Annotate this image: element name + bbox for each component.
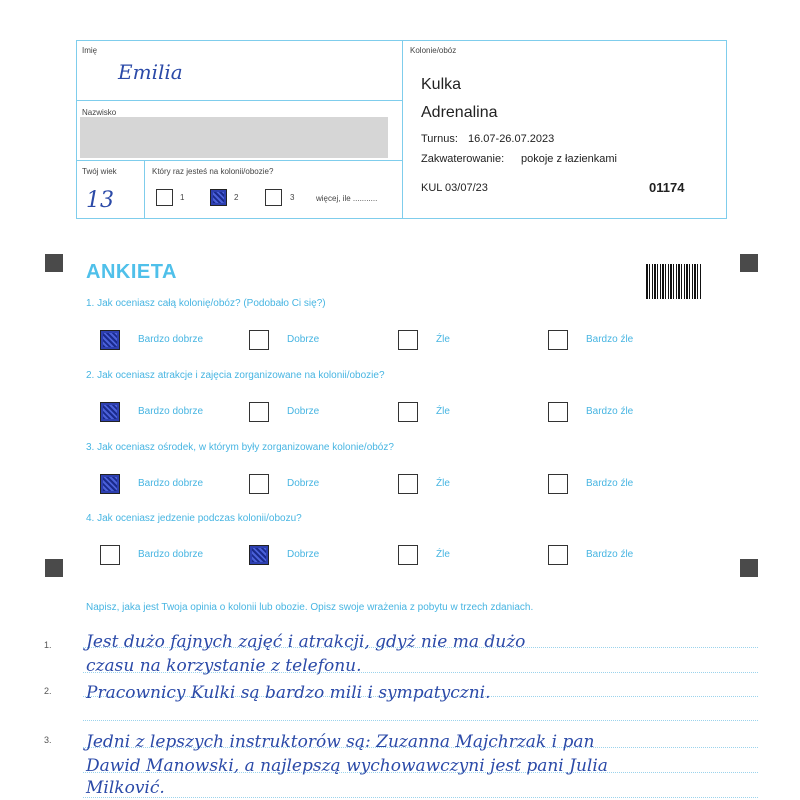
age-label: Twój wiek [82,167,117,176]
header-divider-age [144,160,145,219]
question-3-checkbox-2[interactable] [249,474,269,494]
question-4-option-label: Źle [436,549,450,560]
camp-program: Adrenalina [421,104,498,121]
accommodation-label: Zakwaterowanie: [421,153,505,165]
question-4: 4. Jak oceniasz jedzenie podczas kolonii/obozu? [86,513,302,524]
answer-3-line-2[interactable]: Dawid Manowski, a najlepszą wychowawczyni jest pani Julia [86,756,608,776]
question-4-checkbox-1[interactable] [100,545,120,565]
question-2-checkbox-2[interactable] [249,402,269,422]
question-2-option-label: Bardzo źle [586,406,634,417]
answer-3-line-3[interactable]: Milković. [86,778,165,798]
answer-number: 2. [44,686,52,696]
question-4-checkbox-2[interactable] [249,545,269,565]
question-1-option-label: Źle [436,334,450,345]
registration-mark-bottom-left [45,559,63,577]
header-divider-name [76,100,402,101]
question-2-option-label: Bardzo dobrze [138,406,204,417]
turnus-value: 16.07-26.07.2023 [468,133,555,145]
question-4-checkbox-4[interactable] [548,545,568,565]
question-2-option-label: Źle [436,406,450,417]
times-checkbox-2[interactable] [210,189,227,206]
times-checkbox-1[interactable] [156,189,173,206]
question-3-option-label: Źle [436,478,450,489]
times-option-3: 3 [290,193,295,202]
answer-number: 3. [44,735,52,745]
question-3-option-label: Bardzo źle [586,478,634,489]
form-number: 01174 [649,180,685,195]
times-label: Który raz jesteś na kolonii/obozie? [152,167,274,176]
survey-title: ANKIETA [86,261,177,283]
question-1: 1. Jak oceniasz całą kolonię/obóz? (Podobało Ci się?) [86,298,326,309]
form-code: KUL 03/07/23 [421,182,488,194]
camp-label: Kolonie/obóz [410,46,457,55]
question-3-checkbox-4[interactable] [548,474,568,494]
question-1-checkbox-3[interactable] [398,330,418,350]
camp-name: Kulka [421,76,462,93]
answer-1-line-1[interactable]: Jest dużo fajnych zajęć i atrakcji, gdyż nie ma dużo [86,632,526,652]
answer-ruled-line [83,720,758,721]
question-4-option-label: Dobrze [287,549,320,560]
name-label: Imię [82,46,98,55]
answer-3-line-1[interactable]: Jedni z lepszych instruktorów są: Zuzanna Majchrzak i pan [86,732,595,752]
header-divider-surname [76,160,402,161]
question-2: 2. Jak oceniasz atrakcje i zajęcia zorganizowane na kolonii/obozie? [86,370,385,381]
answer-ruled-line [83,797,758,798]
question-2-checkbox-1[interactable] [100,402,120,422]
question-1-checkbox-1[interactable] [100,330,120,350]
question-3: 3. Jak oceniasz ośrodek, w którym były zorganizowane kolonie/obóz? [86,442,394,453]
surname-label: Nazwisko [82,108,117,117]
question-1-checkbox-2[interactable] [249,330,269,350]
question-1-option-label: Bardzo dobrze [138,334,204,345]
accommodation-value: pokoje z łazienkami [521,153,617,165]
question-4-checkbox-3[interactable] [398,545,418,565]
question-4-option-label: Bardzo źle [586,549,634,560]
question-3-checkbox-3[interactable] [398,474,418,494]
barcode [646,264,701,299]
answer-number: 1. [44,640,52,650]
times-option-more: więcej, ile ........... [316,194,378,203]
question-4-option-label: Bardzo dobrze [138,549,204,560]
header-divider-vertical [402,40,403,219]
question-1-option-label: Bardzo źle [586,334,634,345]
question-2-checkbox-4[interactable] [548,402,568,422]
registration-mark-bottom-right [740,559,758,577]
times-option-2: 2 [234,193,239,202]
question-2-checkbox-3[interactable] [398,402,418,422]
question-3-checkbox-1[interactable] [100,474,120,494]
registration-mark-top-left [45,254,63,272]
turnus-label: Turnus: [421,133,458,145]
registration-mark-top-right [740,254,758,272]
answer-1-line-2[interactable]: czasu na korzystanie z telefonu. [86,656,362,676]
times-checkbox-3[interactable] [265,189,282,206]
question-2-option-label: Dobrze [287,406,320,417]
answer-2-line-1[interactable]: Pracownicy Kulki są bardzo mili i sympatyczni. [86,683,491,703]
question-1-checkbox-4[interactable] [548,330,568,350]
age-value[interactable]: 13 [86,188,114,213]
name-value[interactable]: Emilia [118,60,183,84]
question-3-option-label: Bardzo dobrze [138,478,204,489]
question-3-option-label: Dobrze [287,478,320,489]
question-1-option-label: Dobrze [287,334,320,345]
times-option-1: 1 [180,193,185,202]
surname-redacted [80,117,388,158]
opinion-prompt: Napisz, jaka jest Twoja opinia o kolonii lub obozie. Opisz swoje wrażenia z pobytu w trzech zdaniach. [86,602,534,613]
